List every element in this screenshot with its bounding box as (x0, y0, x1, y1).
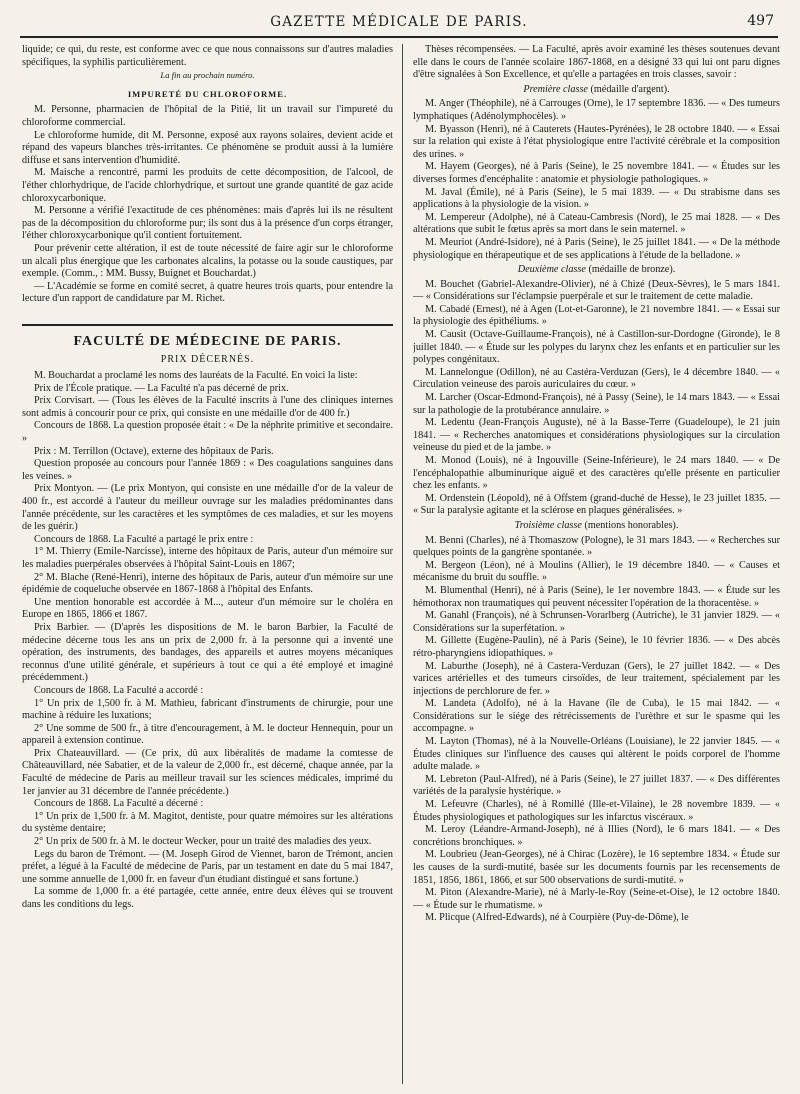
subheading-prix: PRIX DÉCERNÉS. (160, 354, 255, 366)
list-item: M. Blumenthal (Henri), né à Paris (Seine), le 1er novembre 1843. — « Étude sur les hémothorax non traumatiques qui peuvent nécessiter l'opération de la thoracentèse. » (413, 584, 780, 609)
paragraph: M. Maische a rencontré, parmi les produits de cette décomposition, de l'alcool, de l'éther chlorhydrique, de l'acide chlorhydrique, et surtout une grande quantité de gaz acide chloroxycarbonique. (22, 167, 393, 204)
paragraph: 2° Une somme de 500 fr., à titre d'encouragement, à M. le docteur Hennequin, pour un appareil à extension continue. (22, 722, 393, 747)
class-name: Troisième classe (514, 519, 582, 531)
paragraph: Le chloroforme humide, dit M. Personne, exposé aux rayons solaires, devient acide et répand des vapeurs blanches très-irritantes. Ce phénomène se produit aussi à la lumière diffuse et sans intervention d'humidité. (22, 129, 393, 166)
section-heading-impurete: IMPURETÉ DU CHLOROFORME. (127, 88, 288, 99)
paragraph: Question proposée au concours pour l'année 1869 : « Des coagulations sanguines dans les veines. » (22, 458, 393, 482)
list-item: M. Piton (Alexandre-Marie), né à Marly-le-Roy (Seine-et-Oise), le 12 octobre 1840. — « Étude sur le rhumatisme. » (413, 887, 780, 911)
list-item: M. Anger (Théophile), né à Carrouges (Orne), le 17 septembre 1836. — « Des tumeurs lymphatiques (Adénolymphocèles). » (413, 98, 780, 122)
list-item: M. Plicque (Alfred-Edwards), né à Courpière (Puy-de-Dôme), le (425, 912, 689, 924)
class-name: Deuxième classe (517, 264, 586, 276)
continued-note: La fin au prochain numéro. (160, 70, 255, 81)
paragraph: 1° Un prix de 1,500 fr. à M. Mathieu, fabricant d'instruments de chirurgie, pour une machine à réduire les luxations; (22, 697, 393, 722)
list-item: M. Cabadé (Ernest), né à Agen (Lot-et-Garonne), le 21 novembre 1841. — « Essai sur la physiologie des épithéliums. » (413, 303, 780, 328)
list-item: M. Leroy (Léandre-Armand-Joseph), né à Illies (Nord), le 6 mars 1841. — « Des concrétions bronchiques. » (413, 824, 780, 848)
list-item: M. Monod (Louis), né à Ingouville (Seine-Inférieure), le 24 mars 1840. — « De l'encéphalopathie albuminurique aiguë et des caractères qu'elle présente en particulier chez les enfants. » (413, 455, 780, 492)
class-heading-first (413, 84, 780, 97)
column-divider (402, 44, 403, 1084)
list-item: M. Meuriot (André-Isidore), né à Paris (Seine), le 25 juillet 1841. — « De la méthode physiologique en thérapeutique et de ses applications à l'étude de la belladone. » (413, 236, 780, 261)
left-column (22, 44, 393, 1084)
paragraph: Concours de 1868. La question proposée était : « De la néphrite primitive et secondaire. » (22, 420, 393, 445)
second-class-list (413, 279, 780, 518)
first-class-list (413, 98, 780, 262)
paragraph: Prix Corvisart. — (Tous les élèves de la Faculté inscrits à l'une des cliniques internes sont admis à concourir pour ce prix, qui consiste en une médaille d'or de 400 fr.) (22, 395, 393, 419)
paragraph: Concours de 1868. La Faculté a décerné : (34, 798, 204, 810)
paragraph: Prix : M. Terrillon (Octave), externe des hôpitaux de Paris. (34, 445, 274, 457)
paragraph: Prix Montyon. — (Le prix Montyon, qui consiste en une médaille d'or de la valeur de 400 fr., est accordé à l'auteur du meilleur ouvrage sur les maladies prédominantes dans l'année précédente, sur les caractères et les symptômes de ces maladies, et sur les moyens de les guérir.) (22, 483, 393, 533)
list-item: M. Ordenstein (Léopold), né à Offstem (grand-duché de Hesse), le 23 juillet 1835. — « Sur la paralysie agitante et la sclérose en plaques généralisées. » (413, 492, 780, 517)
section-rule (22, 324, 393, 328)
list-item: M. Causit (Octave-Guillaume-François), né à Castillon-sur-Dordogne (Gironde), le 8 juillet 1840. — « Étude sur les polypes du larynx chez les enfants et en particulier sur les polypes congénitaux. (413, 329, 780, 366)
list-item: M. Bouchet (Gabriel-Alexandre-Olivier), né à Chizé (Deux-Sèvres), le 5 mars 1841. — « Considérations sur l'éclampsie puerpérale et sur le traitement de cette maladie. (413, 278, 780, 303)
third-class-list (413, 535, 780, 925)
page-number: 497 (747, 13, 774, 29)
class-medal: (médaille de bronze). (588, 264, 676, 276)
class-medal: (médaille d'argent). (590, 83, 670, 95)
list-item: M. Byasson (Henri), né à Cauterets (Hautes-Pyrénées), le 28 octobre 1840. — « Essai sur la relation qui existe à l'état physiologique entre l'activité cérébrale et la composition des urines. » (413, 123, 780, 160)
paragraph: La somme de 1,000 fr. a été partagée, cette année, entre deux élèves qui se trouvent dans les conditions du legs. (22, 886, 393, 910)
list-item: M. Ledentu (Jean-François Auguste), né à la Basse-Terre (Guadeloupe), le 21 juin 1841. — « Recherches anatomiques et considérations physiologiques sur la circulation veineuse du pied et de la jambe. » (413, 417, 780, 454)
list-item: M. Layton (Thomas), né à la Nouvelle-Orléans (Louisiane), le 22 janvier 1845. — « Études cliniques sur l'influence des causes qui altèrent le poids corporel de l'homme adulte malade. » (413, 736, 780, 773)
list-item: M. Hayem (Georges), né à Paris (Seine), le 25 novembre 1841. — « Études sur les diverses formes d'encéphalite : anatomie et physiologie pathologiques. » (413, 161, 780, 185)
right-column (413, 44, 780, 1084)
paragraph: — L'Académie se forme en comité secret, à quatre heures trois quarts, pour entendre la lecture d'un rapport de candidature par M. Richet. (22, 280, 393, 305)
class-name: Première classe (523, 83, 588, 95)
paragraph: 1° Un prix de 1,500 fr. à M. Magitot, dentiste, pour quatre mémoires sur les altérations du système dentaire; (22, 810, 393, 835)
list-item: M. Laburthe (Joseph), né à Castera-Verduzan (Gers), le 27 juillet 1842. — « Des varices artérielles et des tumeurs cirsoïdes, de leur traitement, spécialement par les injections de perchlorure de fer. » (413, 660, 780, 697)
page-header (20, 10, 778, 38)
paragraph: 2° M. Blache (René-Henri), interne des hôpitaux de Paris, auteur d'un mémoire sur une épidémie de coqueluche observée en 1867-1868 à l'hôpital des Enfants. (22, 571, 393, 596)
paragraph: Une mention honorable est accordée à M..., auteur d'un mémoire sur le choléra en Europe en 1865, 1866 et 1867. (22, 596, 393, 621)
class-medal: (mentions honorables). (584, 519, 679, 531)
list-item: M. Benni (Charles), né à Thomaszow (Pologne), le 31 mars 1843. — « Recherches sur quelques points de la gangrène spontanée. » (413, 534, 780, 559)
list-item: M. Lebreton (Paul-Alfred), né à Paris (Seine), le 27 juillet 1837. — « Des différentes variétés de la paralysie hystérique. » (413, 773, 780, 798)
paragraph: M. Personne, pharmacien de l'hôpital de la Pitié, lit un travail sur l'impureté du chloroforme commercial. (22, 104, 393, 128)
list-item: M. Bergeon (Léon), né à Moulins (Allier), le 19 décembre 1840. — « Causes et mécanisme du bruit du souffle. » (413, 559, 780, 584)
section-heading-faculte: FACULTÉ DE MÉDECINE DE PARIS. (73, 333, 342, 349)
journal-title: GAZETTE MÉDICALE DE PARIS. (270, 14, 528, 30)
paragraph: Pour prévenir cette altération, il est de toute nécessité de faire agir sur le chloroforme un alcali plus énergique que les carbonates alcalins, la potasse ou la soude caustiques, par exemple. (Comm., : MM. Bussy, Buignet et Bouchardat.) (22, 242, 393, 280)
paragraph: M. Personne a vérifié l'exactitude de ces phénomènes: mais d'après lui ils ne résultent pas de la décomposition du chloroforme pur; ils sont dus à la présence d'un corps étranger, l'éther chloroxycarbonique qu'il contient fortuitement. (22, 205, 393, 242)
paragraph: Prix de l'École pratique. — La Faculté n'a pas décerné de prix. (34, 382, 289, 394)
paragraph: 1° M. Thierry (Emile-Narcisse), interne des hôpitaux de Paris, auteur d'un mémoire sur les maladies puerpérales observées à l'hôpital Saint-Louis en 1867; (22, 546, 393, 570)
list-item: M. Loubrieu (Jean-Georges), né à Chirac (Lozère), le 16 septembre 1834. « Étude sur les causes de la surdi-mutité, basée sur les documents fournis par les recensements de 1851, 1856, 1861, 1866, et sur 500 observations de surdi-mutité. » (413, 849, 780, 886)
paragraph: Thèses récompensées. — La Faculté, après avoir examiné les thèses soutenues devant elle dans le cours de l'année scolaire 1867-1868, en a désigné 33 qui lui ont paru dignes d'être signalées à Son Excellence, et qu'elle a partagées en trois classes, savoir : (413, 44, 780, 81)
list-item: M. Lempereur (Adolphe), né à Cateau-Cambresis (Nord), le 25 mai 1828. — « Des altérations que subit le fœtus après sa mort dans le sein maternel. » (413, 211, 780, 236)
list-item: M. Larcher (Oscar-Edmond-François), né à Passy (Seine), le 14 mars 1843. — « Essai sur la pathologie de la protubérance annulaire. » (413, 392, 780, 416)
paragraph: liquide; ce qui, du reste, est conforme avec ce que nous connaissons sur d'autres maladies spécifiques, la syphilis particulièrement. (22, 44, 393, 68)
paragraph: Prix Barbier. — (D'après les dispositions de M. le baron Barbier, la Faculté de médecine décerne tous les ans un prix de 2,000 fr. à la personne qui a inventé une opération, des instruments, des bandages, des appareils et autres moyens mécaniques reconnus d'une utilité générale, et supérieurs à tout ce qui a été employé et imaginé précédemment.) (22, 621, 393, 684)
paragraph: Concours de 1868. La Faculté a accordé : (34, 684, 204, 696)
paragraph: Legs du baron de Trémont. — (M. Joseph Girod de Viennet, baron de Trémont, ancien préfet, a légué à la Faculté de médecine de Paris, par un testament en date du 5 mai 1847, une somme annuelle de 1,000 fr. en faveur d'un étudiant distingué et sans fortune.) (22, 848, 393, 885)
paragraph: Prix Chateauvillard. — (Ce prix, dû aux libéralités de madame la comtesse de Châteauvillard, née Sabatier, et de la valeur de 2,000 fr., est décerné, chaque année, par la Faculté de médecine de Paris au meilleur travail sur les sciences médicales, imprimé du 1er janvier au 31 décembre de l'année précédente.) (22, 747, 393, 797)
list-item: M. Ganahl (François), né à Schrunsen-Vorarlberg (Autriche), le 31 janvier 1829. — « Considérations sur la superfétation. » (413, 610, 780, 634)
list-item: M. Lefeuvre (Charles), né à Romillé (Ille-et-Vilaine), le 28 novembre 1839. — « Études physiologiques et pathologiques sur les infarctus viscéraux. » (413, 799, 780, 823)
list-item: M. Landeta (Adolfo), né à la Havane (île de Cuba), le 15 mai 1842. — « Considérations sur le siége des rétrécissements de l'urèthre et sur le spasme qui les accompagne. » (413, 698, 780, 735)
paragraph: M. Bouchardat a proclamé les noms des lauréats de la Faculté. En voici la liste: (34, 370, 358, 382)
class-heading-second (413, 264, 780, 277)
class-heading-third (413, 520, 780, 533)
list-item: M. Lannelongue (Odillon), né au Castéra-Verduzan (Gers), le 4 décembre 1840. — « Circulation veineuse des parois auriculaires du cœur. » (413, 366, 780, 391)
list-item: M. Javal (Émile), né à Paris (Seine), le 5 mai 1839. — « Du strabisme dans ses applications à la physiologie de la vision. » (413, 186, 780, 211)
paragraph: 2° Un prix de 500 fr. à M. le docteur Wecker, pour un traité des maladies des yeux. (34, 836, 372, 848)
paragraph: Concours de 1868. La Faculté a partagé le prix entre : (34, 533, 254, 545)
list-item: M. Gillette (Eugène-Paulin), né à Paris (Seine), le 10 février 1836. — « Des abcès rétro-pharyngiens idiopathiques. » (413, 635, 780, 659)
